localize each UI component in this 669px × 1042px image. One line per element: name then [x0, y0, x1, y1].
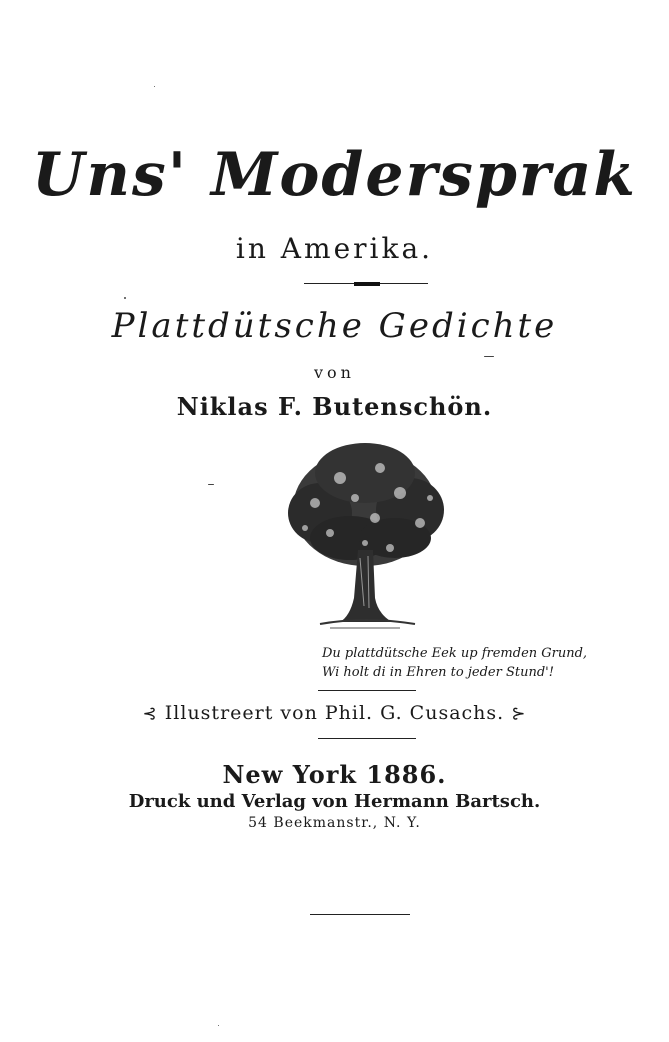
- paper-speck: [154, 86, 155, 87]
- book-title: Uns' Modersprak: [32, 140, 637, 210]
- divider-upper: [318, 690, 416, 691]
- illustrator-text: Illustreert von Phil. G. Cusachs.: [164, 702, 505, 724]
- author-name: Niklas F. Butenschön.: [176, 392, 493, 421]
- illustrator-credit: [0, 702, 669, 724]
- ornament-right-icon: ⊱: [511, 704, 527, 724]
- by-label: von: [314, 363, 355, 382]
- genre-line: Plattdütsche Gedichte: [111, 306, 558, 346]
- epigraph: [322, 644, 587, 682]
- bottom-rule: [310, 914, 410, 915]
- paper-speck: [208, 484, 214, 485]
- book-subtitle: in Amerika.: [235, 232, 434, 265]
- paper-speck: [484, 356, 494, 357]
- epigraph-line-2: Wi holt di in Ehren to jeder Stund'!: [322, 665, 554, 680]
- ornamental-rule: [304, 281, 428, 287]
- imprint-address: 54 Beekmanstr., N. Y.: [248, 815, 421, 831]
- paper-speck: [218, 1025, 219, 1026]
- oak-tree-illustration: [280, 438, 450, 630]
- divider-lower: [318, 738, 416, 739]
- imprint-city-year: New York 1886.: [222, 760, 447, 789]
- paper-speck: [124, 297, 126, 299]
- epigraph-line-1: Du plattdütsche Eek up fremden Grund,: [322, 646, 588, 661]
- ornament-left-icon: ⊰: [142, 704, 158, 724]
- imprint-printer: Druck und Verlag von Hermann Bartsch.: [128, 791, 541, 812]
